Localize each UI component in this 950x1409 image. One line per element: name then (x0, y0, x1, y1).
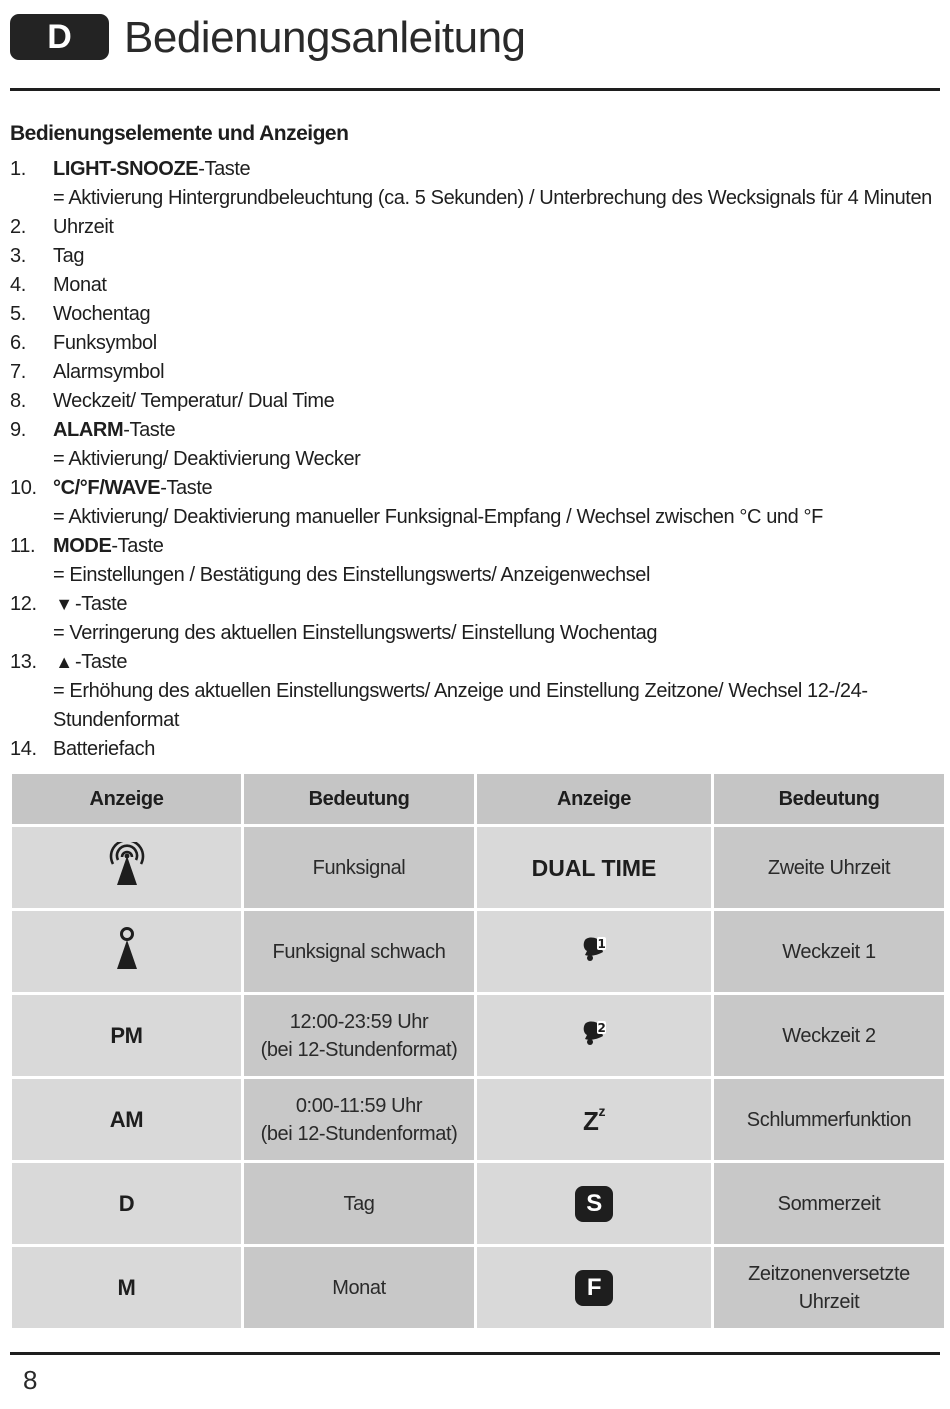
controls-list (10, 155, 945, 764)
month-symbol: M (12, 1247, 244, 1328)
table-cell (12, 827, 244, 911)
alarm-bell-2-icon (579, 1017, 609, 1047)
list-item: 12. ▼ -Taste = Verringerung des aktuellen Einstellungswerts/ Einstellung Wochentag (10, 590, 945, 648)
list-item: 7. Alarmsymbol (10, 361, 165, 383)
list-item: 6. Funksymbol (10, 332, 157, 354)
table-cell: Funksignal schwach (244, 911, 477, 995)
table-cell: Funksignal (244, 827, 477, 911)
table-cell (12, 911, 244, 995)
list-item: 1. LIGHT-SNOOZE-Taste = Aktivierung Hintergrundbeleuchtung (ca. 5 Sekunden) / Unterbrechung des Wecksignals für 4 Minuten (10, 158, 932, 209)
language-badge: D (10, 14, 109, 60)
table-cell (477, 1163, 714, 1247)
list-item: 8. Weckzeit/ Temperatur/ Dual Time (10, 390, 335, 412)
table-row (12, 827, 944, 911)
weak-signal-icon (113, 926, 141, 970)
table-header-row (12, 774, 944, 827)
table-cell: Zeitzonenversetzte Uhrzeit (714, 1247, 944, 1328)
am-symbol: AM (12, 1079, 244, 1163)
table-cell: Weckzeit 2 (714, 995, 944, 1079)
list-item: 11. MODE-Taste = Einstellungen / Bestätigung des Einstellungswerts/ Anzeigenwechsel (10, 535, 651, 586)
table-cell (477, 911, 714, 995)
table-cell: Sommerzeit (714, 1163, 944, 1247)
alarm-bell-1-icon (579, 933, 609, 963)
column-header: Anzeige (477, 774, 714, 827)
footer-divider (10, 1352, 940, 1355)
list-item: 13. ▲ -Taste = Erhöhung des aktuellen Einstellungswerts/ Anzeige und Einstellung Zeitzone/ Wechsel 12-/24-Stundenformat (10, 648, 945, 735)
table-cell: Tag (244, 1163, 477, 1247)
table-row (12, 1163, 944, 1247)
table-cell: Monat (244, 1247, 477, 1328)
column-header: Anzeige (12, 774, 244, 827)
list-item: 2. Uhrzeit (10, 216, 114, 238)
list-item: 5. Wochentag (10, 303, 151, 325)
table-row (12, 911, 944, 995)
page-title: Bedienungsanleitung (124, 13, 526, 62)
table-cell: Schlummerfunktion (714, 1079, 944, 1163)
table-cell: 0:00-11:59 Uhr (bei 12-Stundenformat) (244, 1079, 477, 1163)
radio-signal-icon (109, 842, 145, 886)
list-item: 14. Batteriefach (10, 738, 155, 760)
summer-time-icon: S (575, 1186, 613, 1222)
table-cell (477, 1247, 714, 1328)
list-item: 10. °C/°F/WAVE-Taste = Aktivierung/ Deaktivierung manueller Funksignal-Empfang / Wechsel zwischen °C und °F (10, 477, 823, 528)
table-cell (477, 995, 714, 1079)
time-zone-icon: F (575, 1270, 613, 1306)
snooze-symbol: $Z^z$ (582, 1103, 606, 1136)
list-item: 3. Tag (10, 245, 85, 267)
column-header: Bedeutung (244, 774, 477, 827)
table-cell: Zweite Uhrzeit (714, 827, 944, 911)
table-row (12, 995, 944, 1079)
table-row (12, 1247, 944, 1328)
list-item: 9. ALARM-Taste = Aktivierung/ Deaktivierung Wecker (10, 419, 361, 470)
day-symbol: D (12, 1163, 244, 1247)
table-row (12, 1079, 944, 1163)
column-header: Bedeutung (714, 774, 944, 827)
triangle-up-icon: ▲ (55, 652, 73, 672)
dual-time-symbol: DUAL TIME (477, 827, 714, 911)
header-divider (10, 88, 940, 91)
table-cell (477, 1079, 714, 1163)
triangle-down-icon: ▼ (55, 594, 73, 614)
page-number: 8 (23, 1365, 38, 1395)
table-cell: Weckzeit 1 (714, 911, 944, 995)
svg-text:2: 2 (597, 1020, 606, 1035)
list-item: 4. Monat (10, 274, 107, 296)
section-heading: Bedienungselemente und Anzeigen (10, 122, 349, 145)
display-legend-table (12, 774, 944, 1328)
svg-text:1: 1 (597, 936, 606, 951)
table-cell: 12:00-23:59 Uhr (bei 12-Stundenformat) (244, 995, 477, 1079)
pm-symbol: PM (12, 995, 244, 1079)
